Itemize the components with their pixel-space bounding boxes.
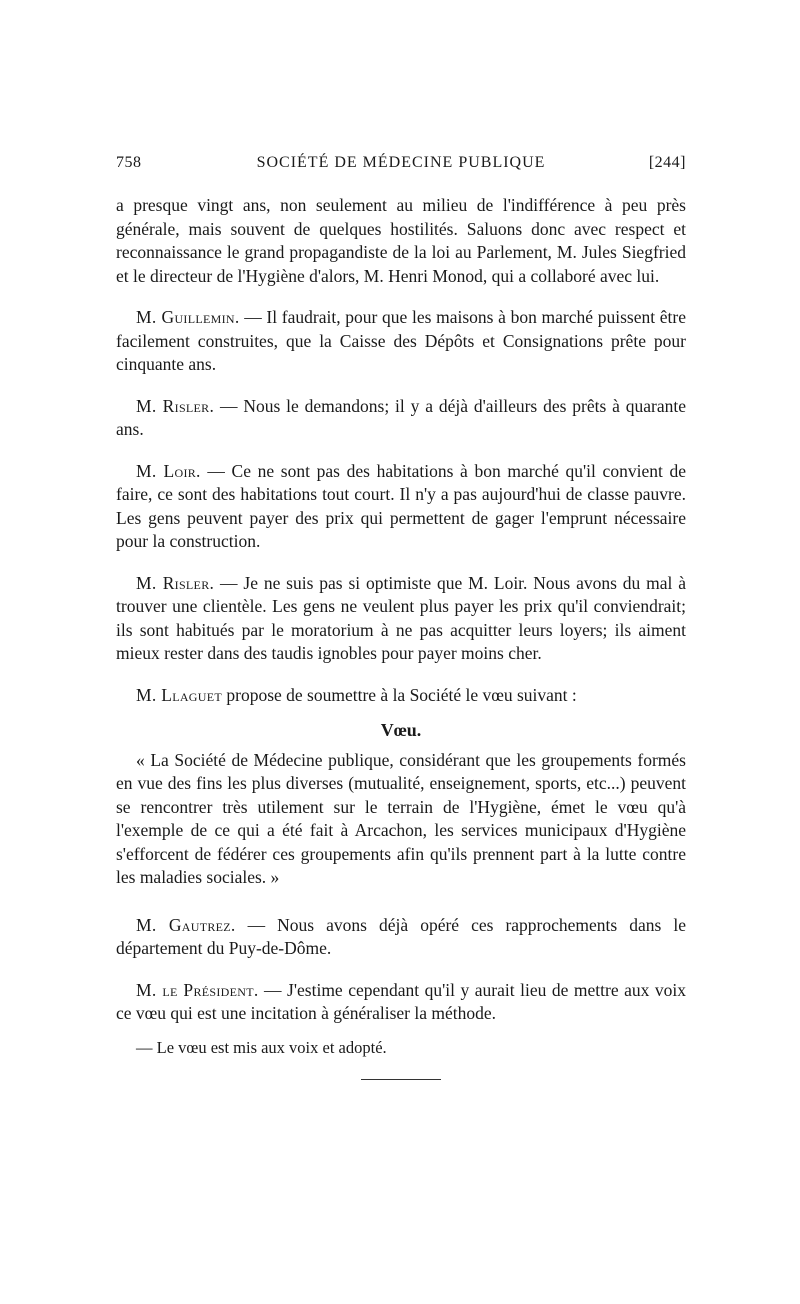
speech-text: — Il faudrait, pour que les maisons à bon marché puissent être facilement construites, que la Caisse des Dépôts et Consignations prête pour cinquante ans. [116, 307, 686, 374]
speech-text: — Ce ne sont pas des habitations à bon marché qu'il convient de faire, ce sont des habitations tout court. Il n'y a pas aujourd'hui de classe pauvre. Les gens peuvent payer des prix qui permettent de gager l'emprunt nécessaire pour la construction. [116, 460, 686, 551]
speech-text: — Je ne suis pas si optimiste que M. Loir. Nous avons du mal à trouver une clientèle. Les gens ne veulent plus payer les prix qu'il conviendrait; ils sont habitués par le moratorium à ne pas acquitter leurs loyers; ils aiment mieux rester dans des taudis ignobles pour payer moins cher. [116, 572, 686, 663]
resolution-block [116, 749, 686, 890]
document-body [116, 194, 686, 1080]
end-rule [361, 1079, 441, 1080]
paragraph-llaguet [116, 684, 686, 708]
paragraph-risler-1 [116, 395, 686, 442]
paragraph-loir [116, 460, 686, 554]
resolution-text: « La Société de Médecine publique, considérant que les groupements formés en vue des fins les plus diverses (mutualité, enseignement, sports, etc...) peuvent se rencontrer très utilement sur le terrain de l'Hygiène, émet le vœu qu'à l'exemple de ce qui a été fait à Arcachon, les services municipaux d'Hygiène s'efforcent de fédérer ces groupements afin qu'ils prennent part à la lutte contre les maladies sociales. » [116, 749, 686, 887]
page-reference: [244] [648, 154, 686, 171]
section-heading: Vœu. [380, 720, 422, 740]
speech-text: — Nous le demandons; il y a déjà d'ailleurs des prêts à quarante ans. [116, 395, 686, 439]
speaker-name: M. Risler. [136, 572, 215, 593]
speech-text: — Nous avons déjà opéré ces rapprochements dans le département du Puy-de-Dôme. [116, 914, 686, 958]
document-page [116, 150, 686, 1080]
page-header [116, 150, 686, 178]
speaker-name: M. Risler. [136, 395, 215, 416]
speaker-name: M. le Président. [136, 979, 259, 1000]
speaker-name: M. Loir. [136, 460, 201, 481]
paragraph-risler-2 [116, 572, 686, 666]
page-number: 758 [116, 154, 142, 171]
speaker-name: M. Llaguet [136, 684, 222, 705]
speech-text: — J'estime cependant qu'il y aurait lieu de mettre aux voix ce vœu qui est une incitation à généraliser la méthode. [116, 979, 687, 1023]
paragraph-president [116, 979, 686, 1026]
running-title: SOCIÉTÉ DE MÉDECINE PUBLIQUE [256, 154, 546, 171]
speech-text: propose de soumettre à la Société le vœu suivant : [222, 684, 577, 705]
paragraph-1: a presque vingt ans, non seulement au milieu de l'indifférence à peu près générale, mais souvent de quelques hostilités. Saluons donc avec respect et reconnaissance le grand propagandiste de la loi au Parlement, M. Jules Siegfried et le directeur de l'Hygiène d'alors, M. Henri Monod, qui a collaboré avec lui. [116, 195, 686, 286]
paragraph-guillemin [116, 306, 686, 377]
speaker-name: M. Guillemin. [136, 307, 240, 327]
final-statement: — Le vœu est mis aux voix et adopté. [136, 1037, 387, 1057]
speaker-name: M. Gautrez. [136, 914, 236, 935]
paragraph-gautrez [116, 914, 686, 961]
